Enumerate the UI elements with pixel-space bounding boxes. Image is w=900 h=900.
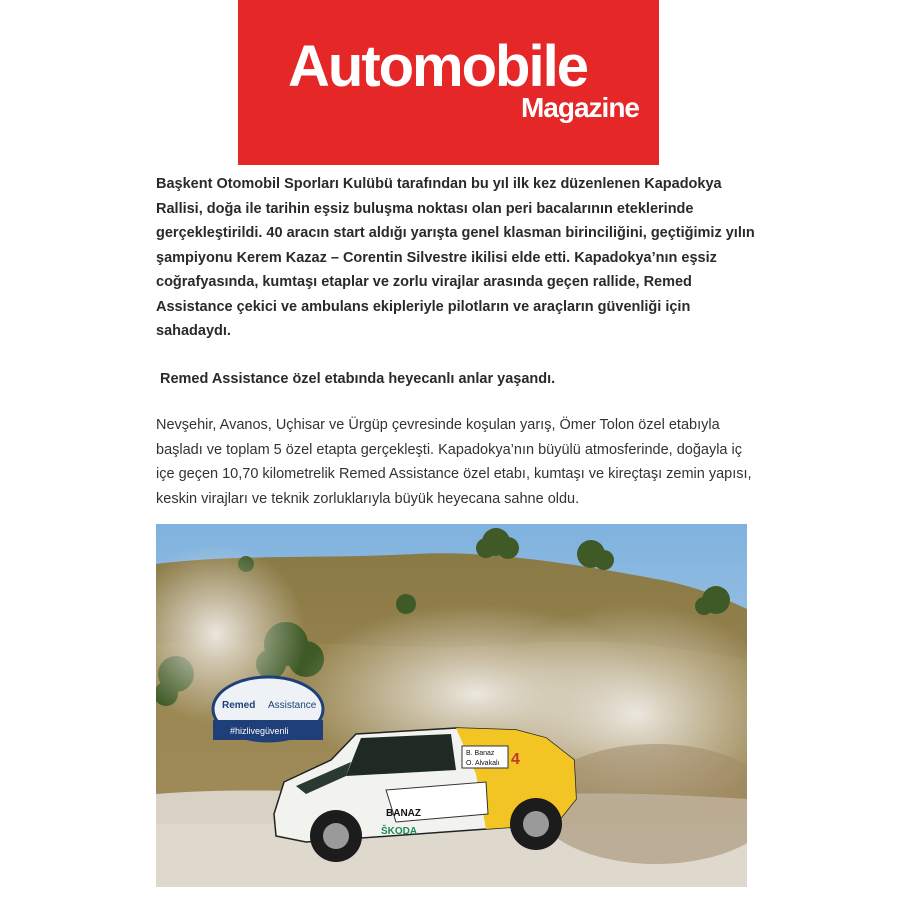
magazine-logo[interactable]: [238, 0, 659, 165]
sponsor-banner: [213, 677, 323, 741]
banner-brand2: Assistance: [268, 700, 317, 711]
article-body: [156, 172, 756, 511]
banner-hashtag: #hizlivegüvenli: [230, 726, 289, 736]
article-paragraph: Nevşehir, Avanos, Uçhisar ve Ürgüp çevresinde koşulan yarış, Ömer Tolon özel etabıyla başladı ve toplam 5 özel etapta gerçekleşti. Kapadokya’nın büyülü atmosferinde, doğayla iç içe geçen 10,70 kilometrelik Remed Assistance özel etabı, kumtaşı ve kireçtaşı zemin yapısı, keskin virajları ve teknik zorluklarıyla büyük heyecana sahne oldu.: [156, 417, 752, 507]
crew-codriver: O. Alvakalı: [466, 760, 500, 767]
crew-driver: B. Banaz: [466, 750, 495, 757]
article-subheading: Remed Assistance özel etabında heyecanlı anlar yaşandı.: [160, 370, 556, 387]
banner-brand: Remed: [222, 700, 256, 711]
logo-sub-text: Magazine: [520, 92, 639, 123]
article-lead: Başkent Otomobil Sporları Kulübü tarafından bu yıl ilk kez düzenlenen Kapadokya Rallisi, doğa ile tarihin eşsiz buluşma noktası olan peri bacalarının eteklerinde gerçekleştirildi. 40 aracın start aldığı yarışta genel klasman birinciliğini, geçtiğimiz yılın şampiyonu Kerem Kazaz – Corentin Silvestre ikilisi elde etti. Kapadokya’nın eşsiz coğrafyasında, kumtaşı etaplar ve zorlu virajlar arasında geçen rallide, Remed Assistance çekici ve ambulans ekipleriyle pilotların ve araçların güvenliği için sahadaydı.: [156, 176, 755, 339]
car-number: 4: [511, 751, 520, 768]
logo-main-text: Automobile: [288, 34, 587, 99]
rally-photo: [156, 524, 747, 887]
car-make: ŠKODA: [381, 826, 418, 837]
car-sponsor: BANAZ: [386, 808, 421, 819]
